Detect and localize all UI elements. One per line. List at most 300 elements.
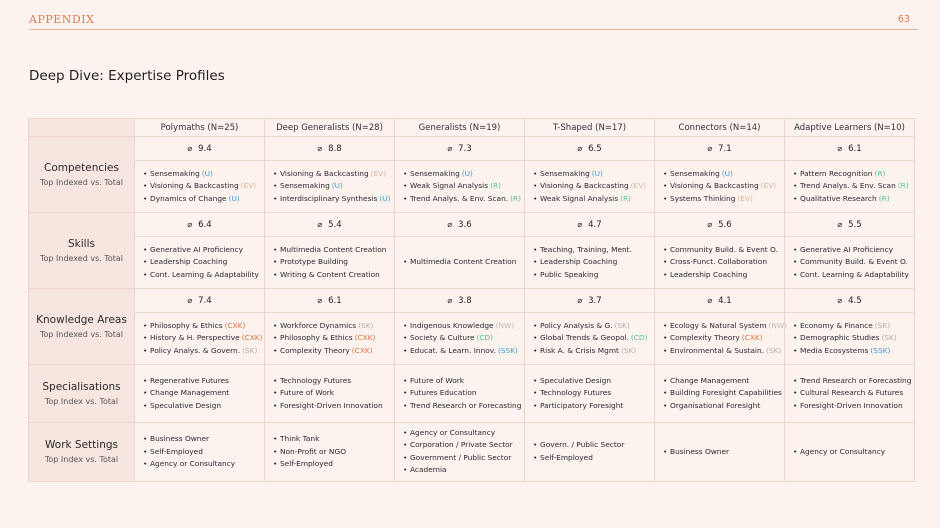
item-text: Policy Analysis & G. (540, 320, 613, 330)
item-list (533, 168, 648, 205)
list-item (403, 168, 518, 180)
item-text: Community Build. & Event O. (800, 257, 908, 267)
average-icon: ⌀ (317, 219, 323, 229)
average-value: 5.6 (718, 219, 732, 230)
list-item (143, 180, 258, 192)
item-list (663, 244, 778, 281)
page-number: 63 (897, 14, 910, 25)
item-list (143, 320, 263, 357)
profile-cell (265, 237, 395, 289)
item-text: Speculative Design (540, 375, 611, 385)
category-tag: (CXK) (741, 333, 763, 343)
average-score (785, 137, 915, 161)
list-item (663, 193, 778, 205)
page-title: Deep Dive: Expertise Profiles (29, 68, 225, 84)
list-item (663, 400, 778, 412)
category-tag: (R) (620, 193, 631, 203)
category-tag: (U) (379, 193, 391, 203)
average-icon: ⌀ (837, 295, 843, 305)
category-tag: (U) (721, 168, 733, 178)
row-subtitle: Top Index vs. Total (44, 397, 119, 406)
list-item (273, 180, 388, 192)
row-items (29, 313, 915, 365)
item-list (273, 320, 388, 357)
average-value: 7.4 (198, 295, 212, 306)
list-item (403, 256, 518, 268)
row-competencies (29, 137, 915, 161)
list-item (273, 345, 388, 357)
average-value: 6.5 (588, 143, 602, 154)
average-score (265, 137, 395, 161)
item-list (533, 439, 648, 464)
list-item (533, 332, 648, 344)
category-tag: (R) (874, 168, 886, 178)
item-text: Business Owner (150, 434, 210, 444)
profile-cell (525, 313, 655, 365)
item-list (273, 433, 388, 470)
average-value: 3.8 (458, 295, 472, 306)
category-tag: (EV) (370, 168, 387, 178)
row-label (29, 365, 135, 423)
profile-cell (395, 237, 525, 289)
profile-cell (395, 313, 525, 365)
list-item (663, 320, 788, 332)
list-item (663, 168, 778, 180)
item-text: Agency or Consultancy (410, 428, 496, 437)
row-label (29, 213, 135, 289)
category-tag: (R) (897, 181, 909, 191)
row-subtitle: Top Indexed vs. Total (39, 330, 124, 339)
list-item (793, 256, 908, 268)
item-list (663, 375, 782, 412)
item-list (403, 168, 522, 205)
item-text: Leadership Coaching (670, 269, 748, 279)
item-text: Philosophy & Ethics (280, 333, 353, 343)
list-item (273, 458, 388, 470)
list-item (143, 193, 258, 205)
row-subtitle: Top Indexed vs. Total (39, 254, 124, 263)
header-divider (29, 29, 918, 30)
average-icon: ⌀ (317, 143, 323, 153)
item-list (663, 446, 778, 458)
row-title: Work Settings (45, 439, 118, 452)
row-work-settings (29, 423, 915, 482)
item-text: Systems Thinking (670, 193, 736, 203)
average-score (395, 137, 525, 161)
item-list (663, 320, 788, 357)
category-tag: (NW) (768, 320, 788, 330)
item-text: Trend Analys. & Env. Scan. (410, 193, 509, 203)
average-icon: ⌀ (447, 219, 453, 229)
average-icon: ⌀ (707, 295, 713, 305)
item-text: Educat. & Learn. Innov. (410, 345, 496, 355)
category-tag: (CD) (630, 333, 648, 343)
item-text: Self-Employed (150, 446, 203, 456)
category-tag: (U) (461, 168, 473, 178)
column-header: Deep Generalists (N=28) (265, 119, 395, 137)
profile-cell (265, 313, 395, 365)
average-value: 7.3 (458, 143, 472, 154)
profile-cell (395, 161, 525, 213)
average-value: 4.5 (848, 295, 862, 306)
item-text: Prototype Building (280, 257, 348, 267)
category-tag: (EV) (630, 181, 647, 191)
list-item (533, 452, 648, 464)
category-tag: (SSK) (497, 345, 518, 355)
row-items (29, 161, 915, 213)
profile-cell (655, 237, 785, 289)
list-item (143, 332, 263, 344)
list-item (663, 256, 778, 268)
section-label: APPENDIX (29, 13, 95, 26)
list-item (533, 400, 648, 412)
list-item (403, 180, 518, 192)
item-text: Teaching, Training, Ment. (540, 244, 632, 254)
item-text: Academia (410, 465, 447, 475)
item-text: Dynamics of Change (150, 193, 227, 203)
item-list (663, 168, 778, 205)
column-header: Connectors (N=14) (655, 119, 785, 137)
list-item (143, 244, 258, 256)
list-item (403, 452, 518, 464)
list-item (143, 320, 258, 332)
list-item (273, 332, 388, 344)
profile-cell (785, 365, 915, 423)
list-item (143, 345, 258, 357)
list-item (793, 345, 908, 357)
item-text: Sensemaking (540, 168, 590, 178)
average-icon: ⌀ (577, 143, 583, 153)
list-item (793, 400, 908, 412)
list-item (533, 168, 648, 180)
category-tag: (CXK) (241, 333, 263, 343)
item-list (143, 244, 258, 281)
list-item (663, 332, 778, 344)
item-list (793, 446, 908, 458)
item-text: Cont. Learning & Adaptability (150, 269, 259, 279)
list-item (533, 180, 648, 192)
profile-cell (135, 365, 265, 423)
list-item (793, 193, 908, 205)
average-icon: ⌀ (707, 219, 713, 229)
item-text: Participatory Foresight (540, 400, 624, 410)
profile-cell (525, 423, 655, 482)
category-tag: (U) (591, 168, 603, 178)
category-tag: (CXK) (224, 320, 246, 330)
average-score (395, 289, 525, 313)
category-tag: (SK) (358, 320, 374, 330)
profile-cell (655, 365, 785, 423)
list-item (663, 180, 778, 192)
list-item (143, 375, 258, 387)
item-text: Cont. Learning & Adaptability (800, 269, 909, 279)
profile-cell (135, 423, 265, 482)
average-value: 9.4 (198, 143, 212, 154)
profile-cell (655, 313, 788, 365)
row-title: Knowledge Areas (36, 314, 127, 326)
list-item (403, 427, 518, 439)
item-text: Indigenous Knowledge (410, 320, 494, 330)
average-value: 3.7 (588, 295, 602, 306)
item-text: History & H. Perspective (150, 333, 240, 343)
item-text: Writing & Content Creation (280, 269, 380, 279)
item-text: Multimedia Content Creation (280, 244, 387, 254)
item-list (403, 320, 518, 357)
item-text: Building Foresight Capabilities (670, 388, 782, 398)
column-header: Generalists (N=19) (395, 119, 525, 137)
item-text: Technology Futures (280, 375, 352, 385)
average-icon: ⌀ (447, 295, 453, 305)
list-item (533, 244, 648, 256)
profile-cell (785, 313, 915, 365)
row-subtitle: Top Index vs. Total (44, 455, 119, 465)
item-text: Sensemaking (150, 168, 200, 178)
list-item (143, 387, 258, 399)
item-text: Business Owner (670, 446, 730, 456)
average-icon: ⌀ (187, 143, 193, 153)
list-item (533, 193, 648, 205)
item-text: Visioning & Backcasting (670, 181, 759, 191)
row-title: Specialisations (42, 381, 121, 393)
category-tag: (SSK) (870, 345, 891, 355)
item-text: Ecology & Natural System (670, 320, 767, 330)
row-title: Competencies (44, 162, 119, 174)
expertise-profiles-table (28, 118, 915, 482)
item-list (793, 244, 908, 281)
row-items (29, 237, 915, 289)
category-tag: (CXK) (351, 345, 373, 355)
list-item (793, 375, 912, 387)
item-text: Change Management (150, 388, 230, 398)
list-item (663, 387, 782, 399)
list-item (273, 168, 388, 180)
average-icon: ⌀ (317, 295, 323, 305)
item-text: Sensemaking (670, 168, 720, 178)
profile-cell (525, 237, 655, 289)
category-tag: (U) (331, 181, 343, 191)
category-tag: (R) (490, 181, 501, 191)
average-value: 5.4 (328, 219, 342, 230)
list-item (793, 168, 908, 180)
average-icon: ⌀ (187, 295, 193, 305)
average-value: 6.1 (328, 295, 342, 306)
average-score (135, 137, 265, 161)
item-text: Foresight-Driven Innovation (280, 400, 383, 410)
list-item (403, 332, 518, 344)
category-tag: (EV) (760, 181, 777, 191)
item-text: Qualitative Research (800, 193, 877, 203)
list-item (793, 244, 908, 256)
category-tag: (SK) (620, 345, 637, 355)
item-text: Cross-Funct. Collaboration (670, 257, 768, 267)
list-item (143, 400, 258, 412)
item-text: Global Trends & Geopol. (540, 333, 629, 343)
item-text: Public Speaking (540, 269, 599, 279)
list-item (533, 345, 648, 357)
category-tag: (NW) (495, 320, 515, 330)
average-value: 7.1 (718, 143, 732, 154)
average-score (135, 289, 265, 313)
list-item (793, 180, 908, 192)
average-value: 6.4 (198, 219, 212, 230)
item-list (533, 375, 648, 412)
list-item (403, 320, 518, 332)
list-item (273, 446, 388, 458)
average-score (395, 213, 525, 237)
item-text: Generative AI Proficiency (150, 244, 244, 254)
item-text: Regenerative Futures (150, 375, 229, 385)
profile-cell (655, 161, 785, 213)
average-score (785, 213, 915, 237)
category-tag: (CXK) (354, 333, 376, 343)
item-list (533, 244, 648, 281)
item-text: Future of Work (410, 375, 465, 385)
category-tag: (SK) (242, 345, 258, 355)
category-tag: (EV) (737, 193, 753, 203)
average-value: 3.6 (458, 219, 472, 230)
list-item (663, 345, 782, 357)
item-text: Policy Analys. & Govern. (150, 345, 241, 355)
list-item (533, 439, 648, 451)
average-icon: ⌀ (187, 219, 193, 229)
row-subtitle: Top Indexed vs. Total (39, 178, 124, 187)
average-score (525, 289, 655, 313)
list-item (143, 168, 258, 180)
list-item (663, 269, 778, 281)
item-text: Future of Work (280, 388, 335, 398)
row-label (29, 289, 135, 365)
list-item (143, 433, 258, 445)
average-value: 5.5 (848, 219, 862, 230)
average-icon: ⌀ (707, 143, 713, 153)
item-list (273, 375, 388, 412)
item-list (403, 375, 522, 412)
profile-cell (395, 423, 525, 482)
item-text: Technology Futures (540, 388, 612, 398)
item-text: Think Tank (280, 434, 320, 444)
list-item (403, 375, 518, 387)
item-list (143, 168, 258, 205)
item-list (793, 320, 908, 357)
average-value: 8.8 (328, 143, 342, 154)
average-icon: ⌀ (577, 295, 583, 305)
item-text: Complexity Theory (670, 333, 740, 343)
list-item (273, 387, 388, 399)
list-item (533, 320, 648, 332)
item-text: Self-Employed (280, 459, 333, 469)
item-list (273, 168, 391, 205)
item-text: Non-Profit or NGO (280, 446, 347, 456)
list-item (143, 446, 258, 458)
list-item (273, 433, 388, 445)
profile-cell (135, 313, 265, 365)
list-item (793, 320, 908, 332)
list-item (273, 269, 388, 281)
corner-cell (29, 119, 135, 137)
item-text: Corporation / Private Sector (410, 440, 513, 450)
list-item (143, 269, 258, 281)
category-tag: (R) (878, 193, 890, 203)
list-item (143, 256, 258, 268)
header-row (29, 119, 915, 137)
item-text: Leadership Coaching (150, 257, 228, 267)
item-text: Trend Research or Forecasting (800, 375, 912, 385)
row-knowledge-areas (29, 289, 915, 313)
item-text: Leadership Coaching (540, 257, 618, 267)
list-item (143, 458, 258, 470)
average-score (655, 213, 785, 237)
item-text: Complexity Theory (280, 345, 350, 355)
list-item (273, 256, 388, 268)
average-score (655, 289, 785, 313)
list-item (403, 464, 518, 476)
category-tag: (SK) (874, 320, 891, 330)
item-text: Workforce Dynamics (280, 320, 357, 330)
average-score (655, 137, 785, 161)
profile-cell (265, 365, 395, 423)
item-list (143, 433, 258, 470)
list-item (403, 387, 518, 399)
item-text: Trend Analys. & Env. Scan (800, 181, 896, 191)
item-text: Self-Employed (540, 452, 593, 462)
item-text: Economy & Finance (800, 320, 873, 330)
item-text: Cultural Research & Futures (800, 388, 904, 398)
profile-cell (265, 423, 395, 482)
average-score (525, 213, 655, 237)
item-text: Government / Public Sector (410, 452, 512, 462)
item-text: Futures Education (410, 388, 477, 398)
list-item (793, 387, 908, 399)
item-text: Sensemaking (410, 168, 460, 178)
row-label (29, 137, 135, 213)
item-text: Speculative Design (150, 400, 221, 410)
item-text: Pattern Recognition (800, 168, 873, 178)
list-item (273, 193, 391, 205)
column-header: T-Shaped (N=17) (525, 119, 655, 137)
list-item (663, 244, 778, 256)
list-item (273, 320, 388, 332)
average-score (265, 213, 395, 237)
column-header: Adaptive Learners (N=10) (785, 119, 915, 137)
item-list (143, 375, 258, 412)
item-text: Demographic Studies (800, 333, 880, 343)
item-text: Visioning & Backcasting (280, 168, 369, 178)
item-text: Society & Culture (410, 333, 475, 343)
list-item (533, 269, 648, 281)
list-item (793, 269, 908, 281)
item-text: Visioning & Backcasting (540, 181, 629, 191)
item-text: Media Ecosystems (800, 345, 869, 355)
list-item (533, 375, 648, 387)
list-item (793, 446, 908, 458)
profile-cell (135, 161, 265, 213)
profile-cell (655, 423, 785, 482)
item-text: Agency or Consultancy (800, 446, 886, 456)
list-item (663, 375, 778, 387)
row-skills (29, 213, 915, 237)
item-list (403, 256, 518, 268)
item-text: Weak Signal Analysis (540, 193, 619, 203)
category-tag: (SK) (614, 320, 630, 330)
list-item (403, 345, 518, 357)
item-text: Foresight-Driven Innovation (800, 400, 903, 410)
item-text: Organisational Foresight (670, 400, 761, 410)
average-value: 4.1 (718, 295, 732, 306)
item-text: Agency or Consultancy (150, 459, 236, 469)
column-header: Polymaths (N=25) (135, 119, 265, 137)
list-item (273, 400, 388, 412)
list-item (663, 446, 778, 458)
